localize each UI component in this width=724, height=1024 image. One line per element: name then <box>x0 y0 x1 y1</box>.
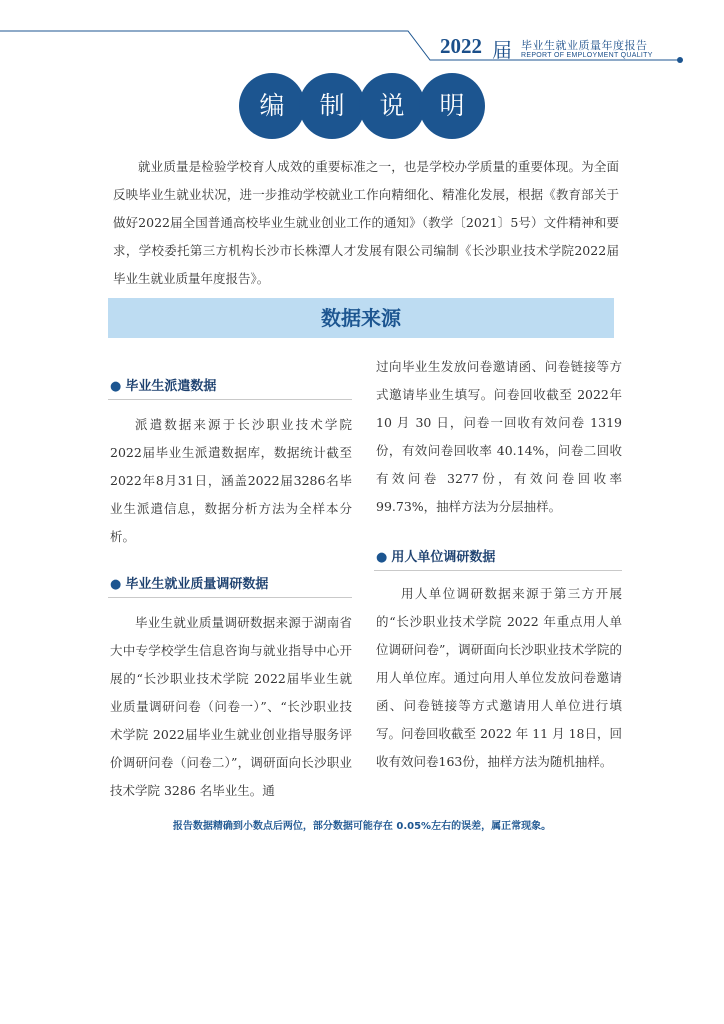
section-title-quality <box>110 573 268 592</box>
bullet-icon: ● <box>110 379 122 394</box>
bullet-icon: ● <box>110 577 122 592</box>
section-divider <box>108 399 352 400</box>
intro-paragraph: 就业质量是检验学校育人成效的重要标准之一，也是学校办学质量的重要体现。为全面反映毕业生就业状况，进一步推动学校就业工作向精细化、精准化发展，根据《教育部关于做好2022届全国普通高校毕业生就业创业工作的通知》（教学〔2021〕5号）文件精神和要求，学校委托第三方机构长沙市长株潭人才发展有限公司编制《长沙职业技术学院2022届毕业生就业质量年度报告》。 <box>113 159 619 286</box>
section-title-employer <box>376 546 495 565</box>
bullet-icon: ● <box>376 550 388 565</box>
section-title-dispatch <box>110 375 216 394</box>
footnote: 报告数据精确到小数点后两位，部分数据可能存在 0.05%左右的误差，属正常现象。 <box>172 821 552 832</box>
section-divider <box>108 597 352 598</box>
header-title-en: REPORT OF EMPLOYMENT QUALITY <box>521 52 653 59</box>
title-char-4: 明 <box>419 73 485 139</box>
quality-body: 毕业生就业质量调研数据来源于湖南省大中专学校学生信息咨询与就业指导中心开展的“长沙职业技术学院 2022届毕业生就业质量调研问卷（问卷一）”、“长沙职业技术学院 2022届毕业生就业创业指导服务评价调研问卷（问卷二）”，调研面向长沙职业技术学院 3286 名毕业生。通 <box>110 615 352 798</box>
header-title-cn: 毕业生就业质量年度报告 <box>521 39 648 52</box>
title-char-1: 编 <box>239 73 305 139</box>
title-char-3: 说 <box>359 73 425 139</box>
quality-body-continued: 过向毕业生发放问卷邀请函、问卷链接等方式邀请毕业生填写。问卷回收截至 2022年 10 月 30 日，问卷一回收有效问卷 1319份，有效问卷回收率 40.14%，问卷二回收有效问卷 3277份，有效问卷回收率 99.73%，抽样方法为分层抽样。 <box>376 359 622 514</box>
section-divider <box>374 570 622 571</box>
section-band-data-source: 数据来源 <box>108 298 614 338</box>
section-title-quality-text: 毕业生就业质量调研数据 <box>125 577 269 592</box>
header-jie: 届 <box>492 38 512 62</box>
header-year: 2022 <box>440 34 482 58</box>
section-title-employer-text: 用人单位调研数据 <box>391 550 496 565</box>
employer-body: 用人单位调研数据来源于第三方开展的“长沙职业技术学院 2022 年重点用人单位调研问卷”，调研面向长沙职业技术学院的用人单位库。通过向用人单位发放问卷邀请函、问卷链接等方式邀请用人单位进行填写。问卷回收截至 2022 年 11 月 18日，回收有效问卷163份，抽样方法为随机抽样。 <box>376 586 622 769</box>
title-char-2: 制 <box>299 73 365 139</box>
section-title-dispatch-text: 毕业生派遣数据 <box>125 379 217 394</box>
dispatch-body: 派遣数据来源于长沙职业技术学院2022届毕业生派遣数据库，数据统计截至2022年8月31日，涵盖2022届3286名毕业生派遣信息，数据分析方法为全样本分析。 <box>110 417 352 544</box>
